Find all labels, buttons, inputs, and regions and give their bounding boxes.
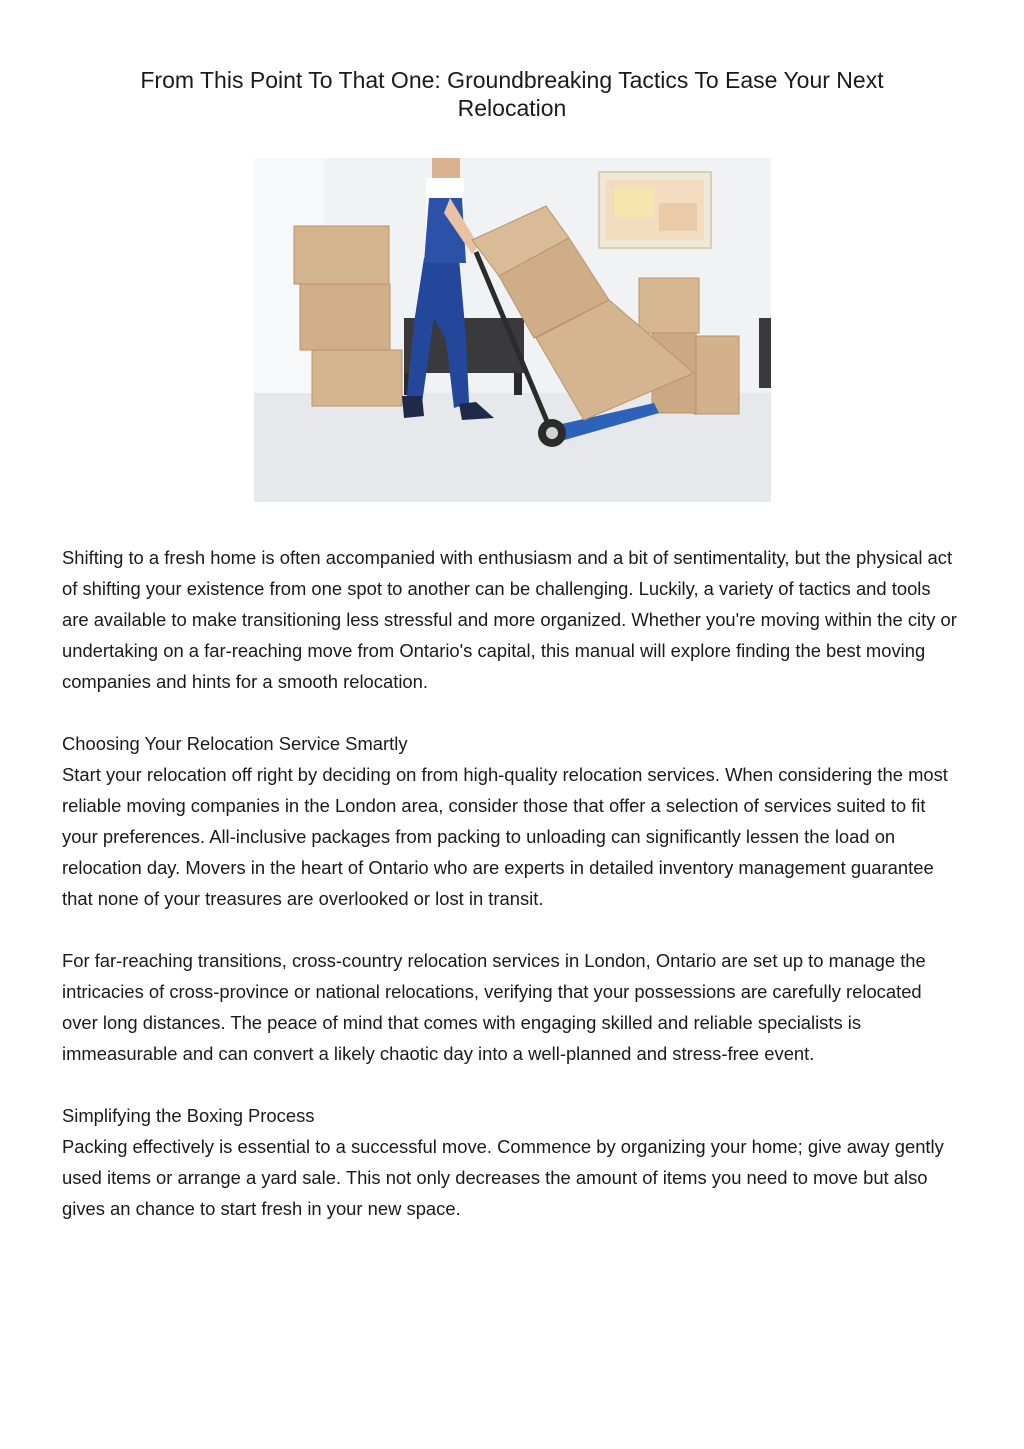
section-paragraph: For far-reaching transitions, cross-country relocation services in London, Ontario are set up to manage the intricacies of cross-province or national relocations, verifying that your possessions are carefully relocated over long distances. The peace of mind that comes with engaging skilled and reliable specialists is immeasurable and can convert a likely chaotic day into a well-planned and stress-free event. [62, 950, 926, 1064]
section-choosing [62, 728, 962, 914]
section-paragraph: Packing effectively is essential to a successful move. Commence by organizing your home; give away gently used items or arrange a yard sale. This not only decreases the amount of items you need to move but also gives an chance to start fresh in your new space. [62, 1136, 944, 1219]
article-body [62, 542, 962, 1255]
section-packing [62, 1100, 962, 1224]
section-heading-packing: Simplifying the Boxing Process [62, 1105, 315, 1126]
hero-photo [254, 158, 771, 502]
section-paragraph: Start your relocation off right by deciding on from high-quality relocation services. When considering the most reliable moving companies in the London area, consider those that offer a selection of services suited to fit your preferences. All-inclusive packages from packing to unloading can significantly lessen the load on relocation day. Movers in the heart of Ontario who are experts in detailed inventory management guarantee that none of your treasures are overlooked or lost in transit. [62, 764, 948, 909]
intro-paragraph: Shifting to a fresh home is often accompanied with enthusiasm and a bit of sentimentality, but the physical act of shifting your existence from one spot to another can be challenging. Luckily, a variety of tactics and tools are available to make transitioning less stressful and more organized. Whether you're moving within the city or undertaking on a far-reaching move from Ontario's capital, this manual will explore finding the best moving companies and hints for a smooth relocation. [62, 547, 957, 692]
page-title: From This Point To That One: Groundbreaking Tactics To Ease Your Next Relocation [140, 67, 884, 121]
section-heading-choosing: Choosing Your Relocation Service Smartly [62, 733, 408, 754]
